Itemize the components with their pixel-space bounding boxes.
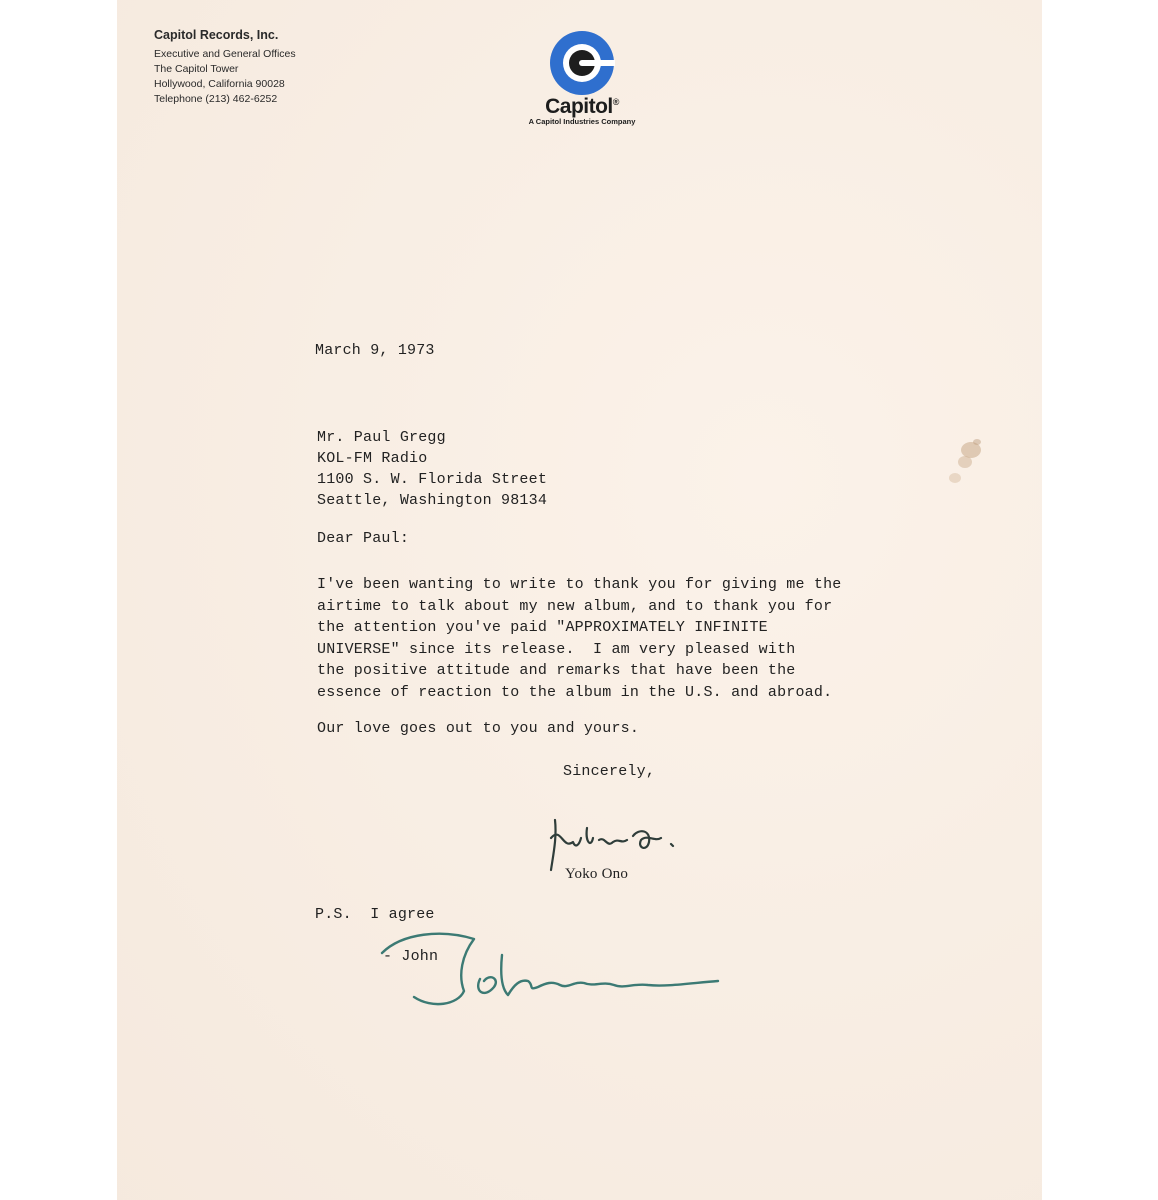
address-line: Mr. Paul Gregg xyxy=(317,429,446,446)
letter-page xyxy=(117,0,1042,1200)
body-line: the attention you've paid "APPROXIMATELY INFINITE xyxy=(317,619,768,636)
closing-line: Our love goes out to you and yours. xyxy=(317,720,640,737)
body-line: the positive attitude and remarks that have been the xyxy=(317,662,796,679)
record-icon xyxy=(549,30,615,96)
body-line: airtime to talk about my new album, and to thank you for xyxy=(317,597,833,615)
letterhead xyxy=(154,28,296,107)
body-line: UNIVERSE" since its release. I am very pleased with xyxy=(317,640,796,658)
address-line: Seattle, Washington 98134 xyxy=(317,492,548,509)
address-line: 1100 S. W. Florida Street xyxy=(317,471,548,488)
registered-mark: ® xyxy=(612,97,619,107)
postscript: P.S. I agree xyxy=(315,906,435,923)
brand-text: Capitol xyxy=(545,95,613,118)
john-signature xyxy=(362,925,762,1015)
brand-name xyxy=(522,95,642,119)
address-line: KOL-FM Radio xyxy=(317,450,428,467)
capitol-logo xyxy=(522,30,642,126)
body-line: I've been wanting to write to thank you for giving me the xyxy=(317,576,842,593)
body-line: essence of reaction to the album in the U.S. and abroad. xyxy=(317,683,833,701)
recipient-address xyxy=(317,427,547,511)
letterhead-line: Telephone (213) 462-6252 xyxy=(154,93,278,105)
company-name: Capitol Records, Inc. xyxy=(154,28,279,42)
letter-body xyxy=(317,574,841,703)
paper-stain xyxy=(937,430,997,495)
valediction: Sincerely, xyxy=(563,763,656,780)
postscript-signer: - John xyxy=(383,948,439,965)
salutation: Dear Paul: xyxy=(317,530,410,547)
brand-tagline: A Capitol Industries Company xyxy=(528,117,636,126)
letter-date: March 9, 1973 xyxy=(315,342,435,359)
letterhead-line: Executive and General Offices xyxy=(154,48,296,60)
letterhead-line: Hollywood, California 90028 xyxy=(154,78,285,90)
signer-name: Yoko Ono xyxy=(565,866,629,882)
letterhead-line: The Capitol Tower xyxy=(154,63,239,75)
